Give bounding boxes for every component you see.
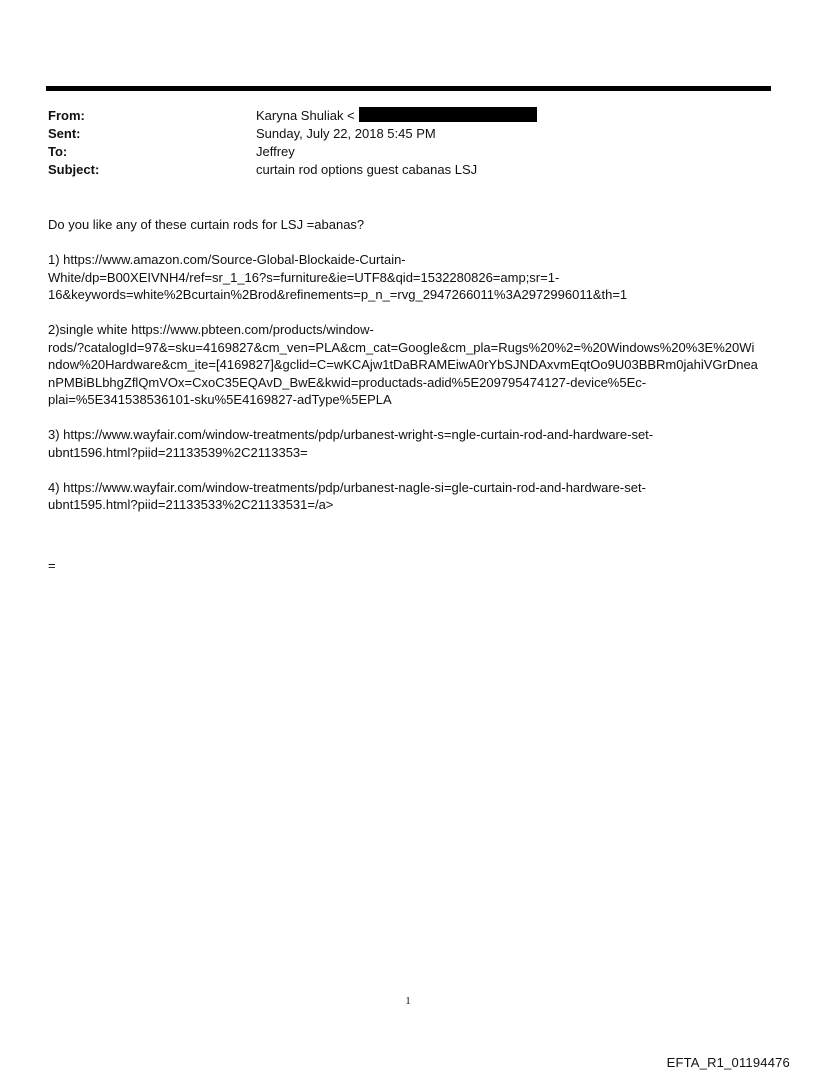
email-body (48, 216, 773, 531)
document-id: EFTA_R1_01194476 (666, 1055, 790, 1070)
sent-value: Sunday, July 22, 2018 5:45 PM (256, 126, 436, 141)
intro-paragraph: Do you like any of these curtain rods for LSJ =abanas? (48, 217, 365, 232)
subject-label: Subject: (48, 162, 100, 177)
redaction-box (359, 107, 537, 122)
link-item-2-line: ndow%20Hardware&cm_ite=[4169827]&gclid=C=wKCAjw1tDaBRAMEiwA0rYbSJNDAxvmEqtOo9U03BBRm0jahiVGrDnea (48, 357, 758, 372)
link-item-1 (48, 251, 773, 304)
link-item-2-line: nPMBiBLbhgZflQmVOx=CxoC35EQAvD_BwE&kwid=productads-adid%5E209795474127-device%5Ec- (48, 374, 647, 390)
link-item-4-line: ubnt1595.html?piid=21133533%2C21133531=/a> (48, 497, 334, 512)
link-item-2-line: 2)single white https://www.pbteen.com/products/window- (48, 322, 374, 337)
link-item-4 (48, 479, 773, 514)
link-item-3 (48, 426, 773, 461)
from-row (48, 107, 768, 125)
link-item-2 (48, 321, 773, 409)
link-item-1-line: 16&keywords=white%2Bcurtain%2Brod&refinements=p_n_=rvg_2947266011%3A2972996011&th=1 (48, 287, 628, 302)
trailing-equals: = (48, 558, 56, 573)
email-header (48, 107, 768, 179)
link-item-2-line: plai=%5E341538536101-sku%5E4169827-adType%5EPLA (48, 392, 392, 407)
subject-row (48, 161, 768, 179)
to-label: To: (48, 144, 68, 159)
to-value: Jeffrey (256, 144, 295, 159)
sender-name: Karyna Shuliak < (256, 108, 355, 123)
sent-label: Sent: (48, 126, 81, 141)
subject-value: curtain rod options guest cabanas LSJ (256, 162, 478, 177)
to-row (48, 143, 768, 161)
page-number: 1 (405, 995, 411, 1007)
link-item-3-line: 3) https://www.wayfair.com/window-treatments/pdp/urbanest-wright-s=ngle-curtain-rod-and-hardware-set- (48, 427, 654, 442)
link-item-1-line: 1) https://www.amazon.com/Source-Global-Blockaide-Curtain- (48, 252, 406, 267)
header-divider-rule (46, 86, 771, 91)
sent-row (48, 125, 768, 143)
link-item-1-line: White/dp=B00XEIVNH4/ref=sr_1_16?s=furniture&ie=UTF8&qid=1532280826=amp;sr=1- (48, 269, 560, 285)
link-item-4-line: 4) https://www.wayfair.com/window-treatments/pdp/urbanest-nagle-si=gle-curtain-rod-and-hardware-set- (48, 479, 646, 495)
link-item-2-line: rods/?catalogId=97&=sku=4169827&cm_ven=PLA&cm_cat=Google&cm_pla=Rugs%20%2=%20Windows%20%3E%20Wi (48, 339, 755, 355)
from-label: From: (48, 108, 85, 123)
from-value (256, 107, 537, 125)
link-item-3-line: ubnt1596.html?piid=21133539%2C2113353= (48, 444, 308, 460)
